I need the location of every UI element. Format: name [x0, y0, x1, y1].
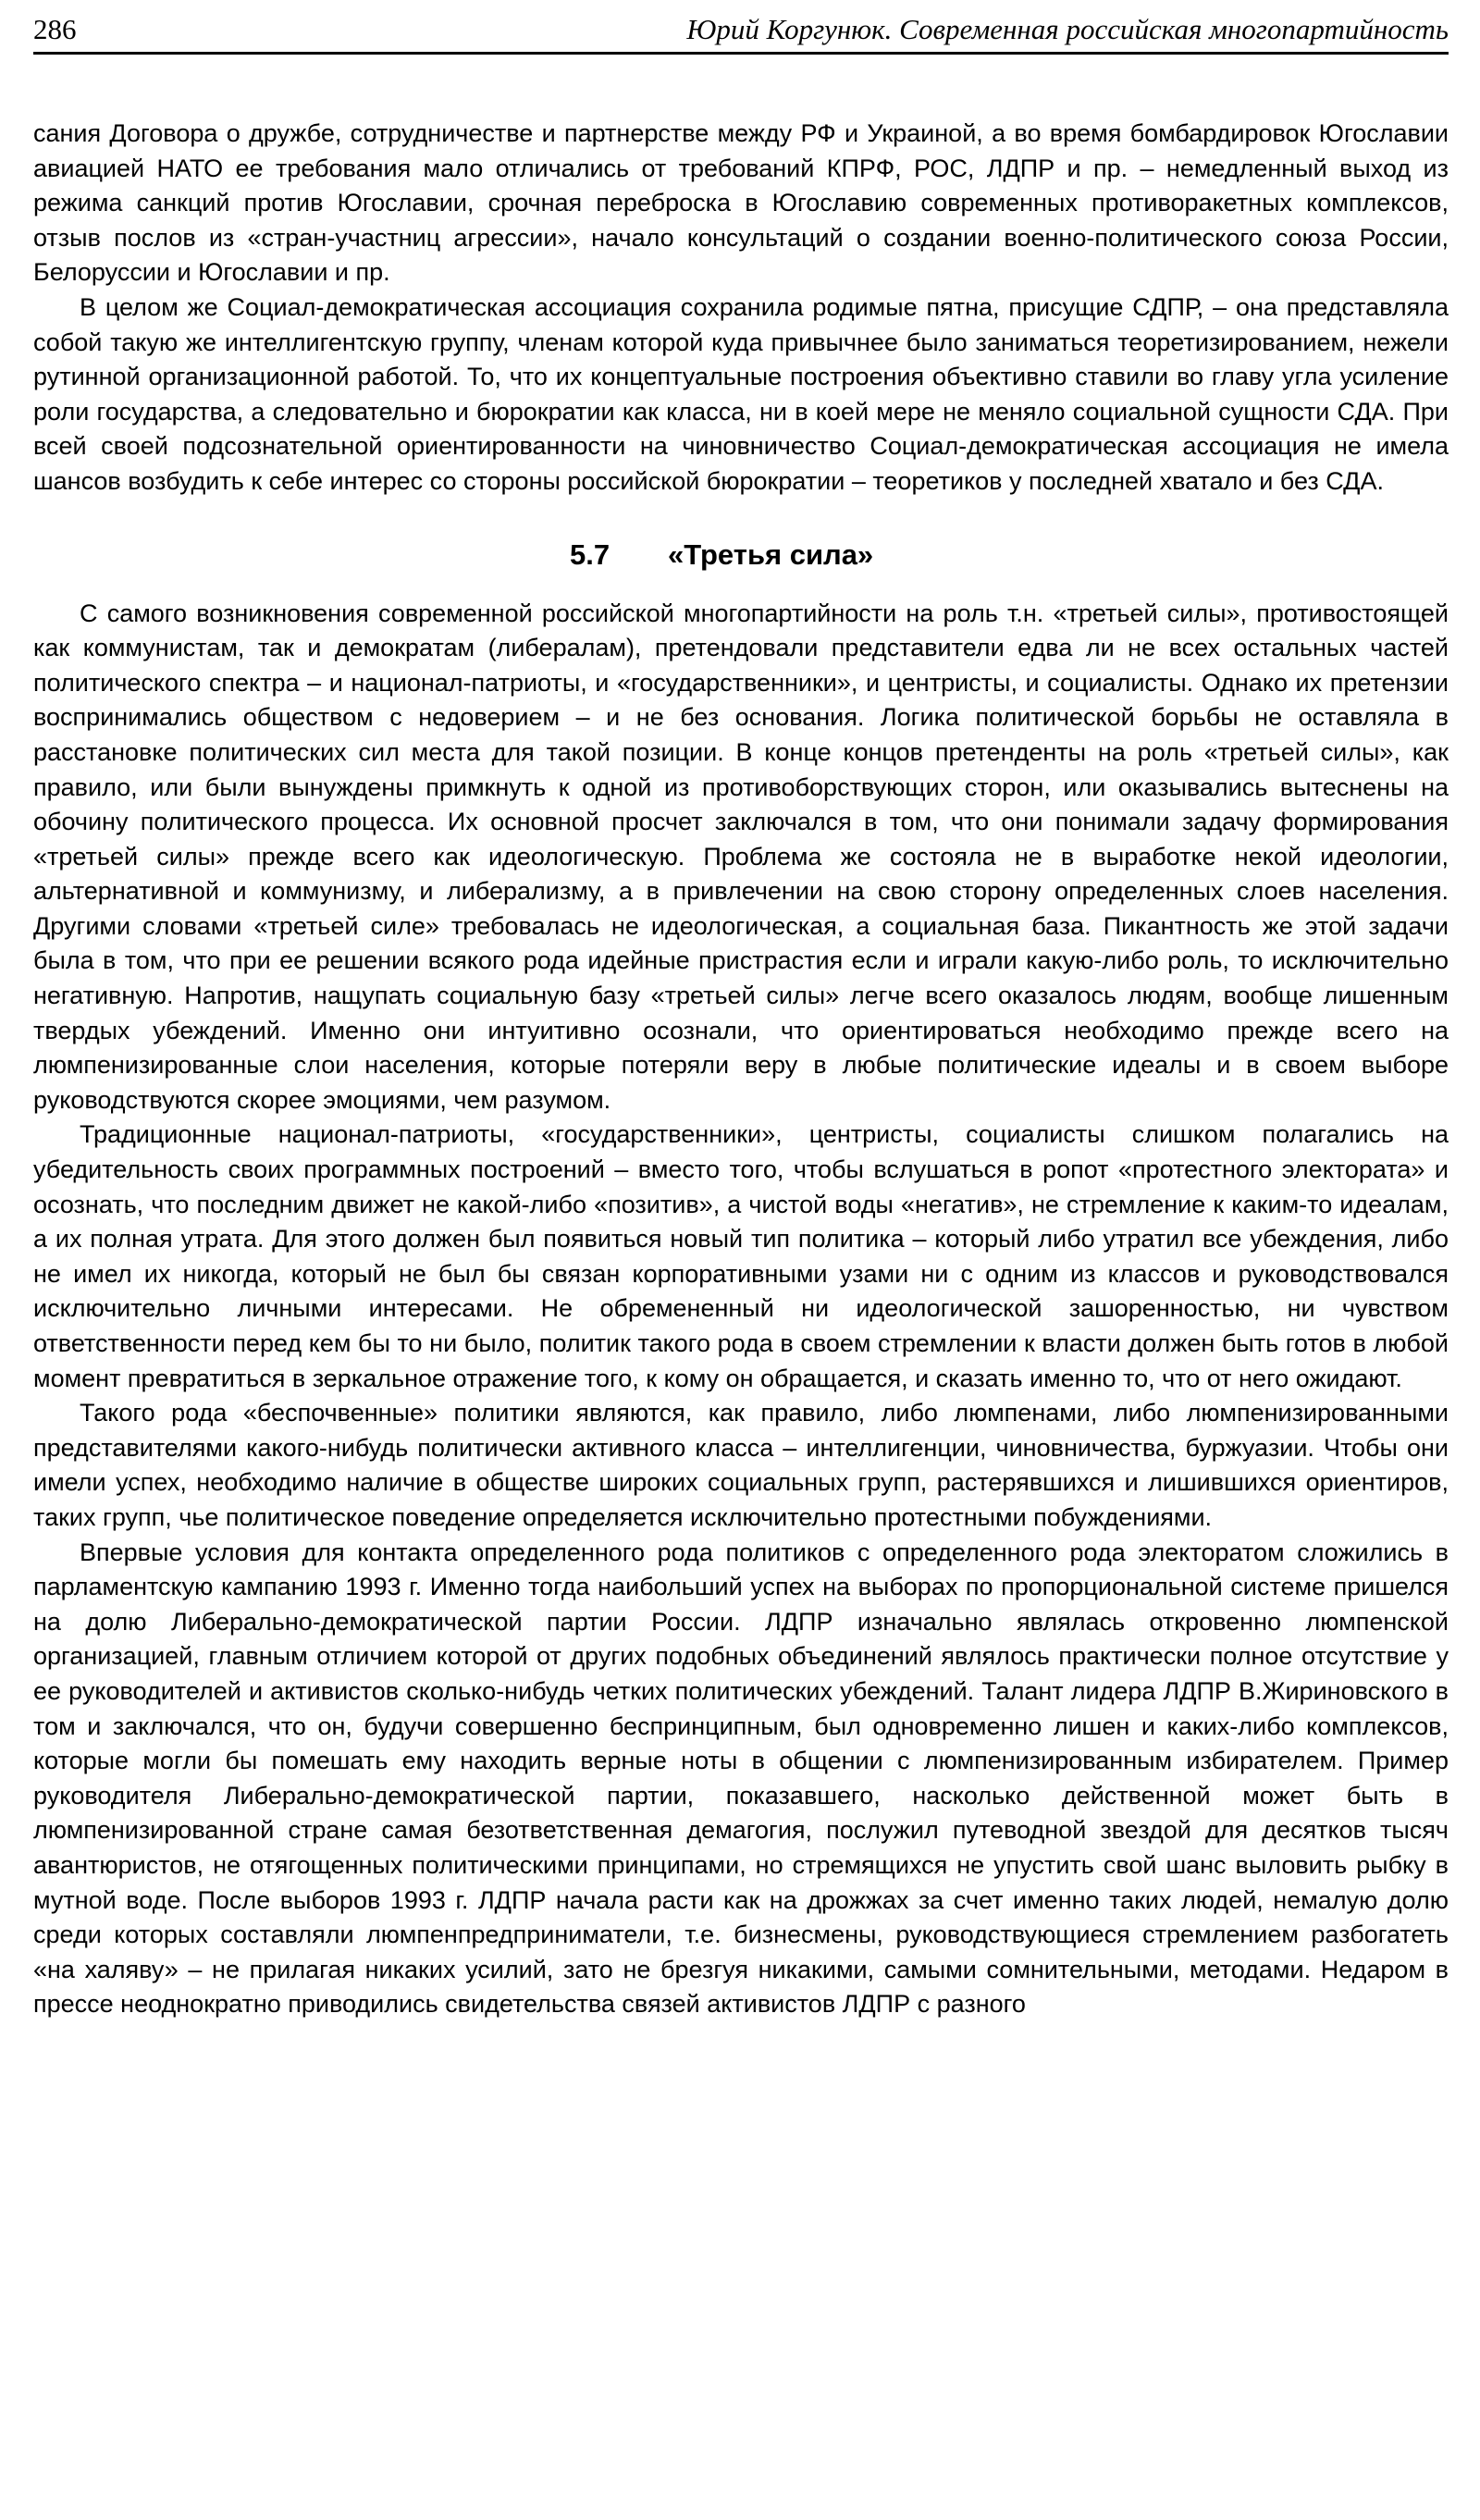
paragraph: В целом же Социал-демократическая ассоциация сохранила родимые пятна, присущие СДПР, – она представляла собой такую же интеллигентскую группу, членам которой куда привычнее было заниматься теоретизированием, нежели рутинной организационной работой. То, что их концептуальные построения объективно ставили во главу угла усиление роли государства, а следовательно и бюрократии как класса, ни в коей мере не меняло социальной сущности СДА. При всей своей подсознательной ориентированности на чиновничество Социал-демократическая ассоциация не имела шансов возбудить к себе интерес со стороны российской бюрократии – теоретиков у последней хватало и без СДА. — [33, 292, 1449, 495]
paragraph: Такого рода «беспочвенные» политики являются, как правило, либо люмпенами, либо люмпенизированными представителями какого-нибудь политически активного класса – интеллигенции, чиновничества, буржуазии. Чтобы они имели успех, необходимо наличие в обществе широких социальных групп, растерявшихся и лишившихся ориентиров, таких групп, чье политическое поведение определяется исключительно протестными побуждениями. — [33, 1399, 1449, 1531]
page-body — [33, 117, 1449, 2022]
header-rule — [33, 52, 1449, 55]
paragraph: С самого возникновения современной российской многопартийности на роль т.н. «третьей силы», противостоящей как коммунистам, так и демократам (либералам), претендовали представители едва ли не всех остальных частей политического спектра – и национал-патриоты, и «государственники», и центристы, и социалисты. Однако их претензии воспринимались обществом с недоверием – и не без основания. Логика политической борьбы не оставляла в расстановке политических сил места для такой позиции. В конце концов претенденты на роль «третьей силы», как правило, или были вынуждены примкнуть к одной из противоборствующих сторон, или оказывались вытеснены на обочину политического процесса. Их основной просчет заключался в том, что они понимали задачу формирования «третьей силы» прежде всего как идеологическую. Проблема же состояла не в выработке некой идеологии, альтернативной и коммунизму, и либерализму, а в привлечении на свою сторону определенных слоев населения. Другими словами «третьей силе» требовалась не идеологическая, а социальная база. Пикантность же этой задачи была в том, что при ее решении всякого рода идейные пристрастия если и играли какую-либо роль, то исключительно негативную. Напротив, нащупать социальную базу «третьей силы» легче всего оказалось людям, вообще лишенным твердых убеждений. Именно они интуитивно осознали, что ориентироваться необходимо прежде всего на люмпенизированные слои населения, которые потеряли веру в любые политические идеалы и в своем выборе руководствуются скорее эмоциями, чем разумом. — [33, 599, 1449, 1114]
section-heading — [33, 520, 1449, 589]
page-header — [33, 11, 1449, 54]
book-page — [33, 0, 1449, 2520]
section-number: 5.7 — [570, 537, 610, 571]
section-title: «Третья сила» — [668, 537, 874, 571]
paragraph: Впервые условия для контакта определенного рода политиков с определенного рода электоратом сложились в парламентскую кампанию 1993 г. Именно тогда наибольший успех на выборах по пропорциональной системе пришелся на долю Либерально-демократической партии России. ЛДПР изначально являлась откровенно люмпенской организацией, главным отличием которой от других подобных объединений являлось практически полное отсутствие у ее руководителей и активистов сколько-нибудь четких политических убеждений. Талант лидера ЛДПР В.Жириновского в том и заключался, что он, будучи совершенно беспринципным, был одновременно лишен и каких-либо комплексов, которые могли бы помешать ему находить верные ноты в общении с люмпенизированным избирателем. Пример руководителя Либерально-демократической партии, показавшего, насколько действенной может быть в люмпенизированной стране самая безответственная демагогия, послужил путеводной звездой для десятков тысяч авантюристов, не отягощенных политическими принципами, но стремящихся не упустить свой шанс выловить рыбку в мутной воде. После выборов 1993 г. ЛДПР начала расти как на дрожжах за счет именно таких людей, немалую долю среди которых составляли люмпенпредприниматели, т.е. бизнесмены, руководствующиеся стремлением разбогатеть «на халяву» – не прилагая никаких усилий, зато не брезгуя никакими, самыми сомнительными, методами. Недаром в прессе неоднократно приводились свидетельства связей активистов ЛДПР с разного — [33, 1538, 1449, 2019]
running-title: Юрий Коргунюк. Современная российская многопартийность — [686, 13, 1449, 45]
paragraph-continued: сания Договора о дружбе, сотрудничестве и партнерстве между РФ и Украиной, а во время бомбардировок Югославии авиацией НАТО ее требования мало отличались от требований КПРФ, РОС, ЛДПР и пр. – немедленный выход из режима санкций против Югославии, срочная переброска в Югославию современных противоракетных комплексов, отзыв послов из «стран-участниц агрессии», начало консультаций о создании военно-политического союза России, Белоруссии и Югославии и пр. — [33, 119, 1449, 287]
page-number: 286 — [33, 13, 77, 45]
paragraph: Традиционные национал-патриоты, «государственники», центристы, социалисты слишком полагались на убедительность своих программных построений – вместо того, чтобы вслушаться в ропот «протестного электората» и осознать, что последним движет не какой-либо «позитив», а чистой воды «негатив», не стремление к каким-то идеалам, а их полная утрата. Для этого должен был появиться новый тип политика – который либо утратил все убеждения, либо не имел их никогда, который не был бы связан корпоративными узами ни с одним из классов и руководствовался исключительно личными интересами. Не обремененный ни идеологической зашоренностью, ни чувством ответственности перед кем бы то ни было, политик такого рода в своем стремлении к власти должен быть готов в любой момент превратиться в зеркальное отражение того, к кому он обращается, и сказать именно то, что от него ожидают. — [33, 1120, 1449, 1392]
